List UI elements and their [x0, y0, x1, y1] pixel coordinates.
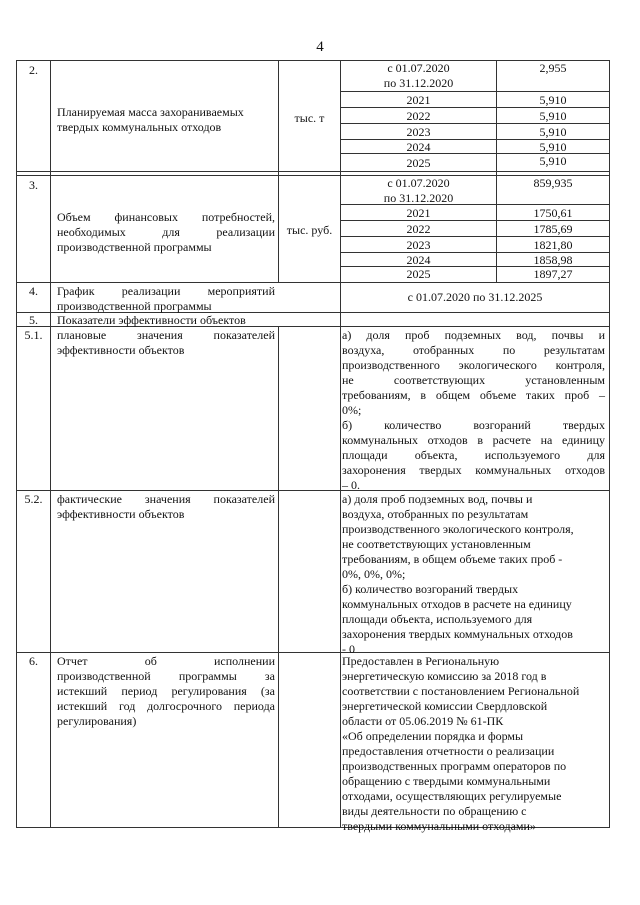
grid-line — [50, 60, 51, 828]
indicator-name: График реализации мероприятий производственной программы — [57, 284, 275, 313]
value-cell: 1858,98 — [533, 253, 573, 267]
period-label: 2022 — [406, 222, 431, 236]
planned-values-text: а) доля проб подземных вод, почвы и воздуха, отобранных по результатам производственного экологического контроля, не соответствующих установленным требованиям, в общем объеме таких проб – 0%; б) количество возгораний твердых коммунальных отходов в расчете на единицу площади объекта, используемого для захоронения твердых коммунальных отходов – 0. — [342, 328, 605, 492]
value-cell: 5,910 — [539, 109, 567, 123]
row-number: 4. — [29, 284, 38, 298]
implementation-period: с 01.07.2020 по 31.12.2025 — [407, 290, 543, 304]
indicator-name: Объем финансовых потребностей, необходимых для реализации производственной программы — [57, 210, 275, 254]
period-label: 2025 — [406, 156, 431, 170]
value-cell: 1750,61 — [533, 206, 573, 220]
indicator-name: Планируемая масса захораниваемых твердых коммунальных отходов — [57, 105, 244, 134]
row-number: 5.1. — [24, 328, 43, 342]
program-table — [16, 60, 610, 833]
value-cell: 5,910 — [539, 125, 567, 139]
period-label: 2022 — [406, 109, 431, 123]
grid-line — [340, 91, 610, 92]
row-number: 3. — [29, 178, 38, 192]
value-cell: 1897,27 — [533, 267, 573, 281]
page-number: 4 — [316, 39, 324, 55]
unit-label: тыс. т — [294, 111, 325, 125]
indicator-name: фактические значения показателей эффективности объектов — [57, 492, 275, 521]
value-cell: 2,955 — [539, 61, 567, 75]
value-cell: 5,910 — [539, 154, 567, 168]
period-label: 2023 — [406, 125, 431, 139]
value-cell: 859,935 — [533, 176, 573, 190]
grid-line — [609, 60, 610, 828]
section-title: Показатели эффективности объектов — [57, 313, 246, 327]
indicator-name: Отчет об исполнении производственной программы за истекший период регулирования (за истекший год долгосрочного периода регулирования) — [57, 654, 275, 728]
row-number: 2. — [29, 63, 38, 77]
period-label: 2021 — [406, 206, 431, 220]
period-label: 2023 — [406, 238, 431, 252]
row-number: 5. — [29, 313, 38, 327]
row-number: 6. — [29, 654, 38, 668]
period-label: 2021 — [406, 93, 431, 107]
actual-values-text: а) доля проб подземных вод, почвы и воздуха, отобранных по результатам производственного экологического контроля, не соответствующих установленным требованиям, в общем объеме таких проб - 0%, 0%, 0%; б) количество возгораний твердых коммунальных отходов в расчете на единицу площади объекта, используемого для захоронения твердых коммунальных отходов - 0 — [342, 492, 574, 656]
period-label: с 01.07.2020 по 31.12.2020 — [383, 61, 454, 90]
grid-line — [278, 60, 279, 282]
grid-line — [16, 60, 17, 828]
period-label: 2025 — [406, 267, 431, 281]
row-number: 5.2. — [24, 492, 43, 506]
period-label: 2024 — [406, 140, 431, 154]
period-label: 2024 — [406, 253, 431, 267]
grid-line — [16, 282, 610, 283]
value-cell: 5,910 — [539, 93, 567, 107]
period-label: с 01.07.2020 по 31.12.2020 — [383, 176, 454, 205]
report-text: Предоставлен в Региональную энергетическую комиссию за 2018 год в соответствии с постановлением Региональной энергетической комиссии Свердловской области от 05.06.2019 № 61-ПК «Об определении порядка и формы предоставления отчетности о реализации производственных программ операторов по обращению с твердыми коммунальными отходами, осуществляющих регулируемые виды деятельности по обращению с твердыми коммунальными отходами» — [342, 654, 580, 833]
grid-line — [278, 326, 279, 827]
grid-line — [16, 171, 610, 172]
value-cell: 1785,69 — [533, 222, 573, 236]
value-cell: 5,910 — [539, 140, 567, 154]
value-cell: 1821,80 — [533, 238, 573, 252]
indicator-name: плановые значения показателей эффективности объектов — [57, 328, 275, 357]
unit-label: тыс. руб. — [286, 223, 333, 237]
